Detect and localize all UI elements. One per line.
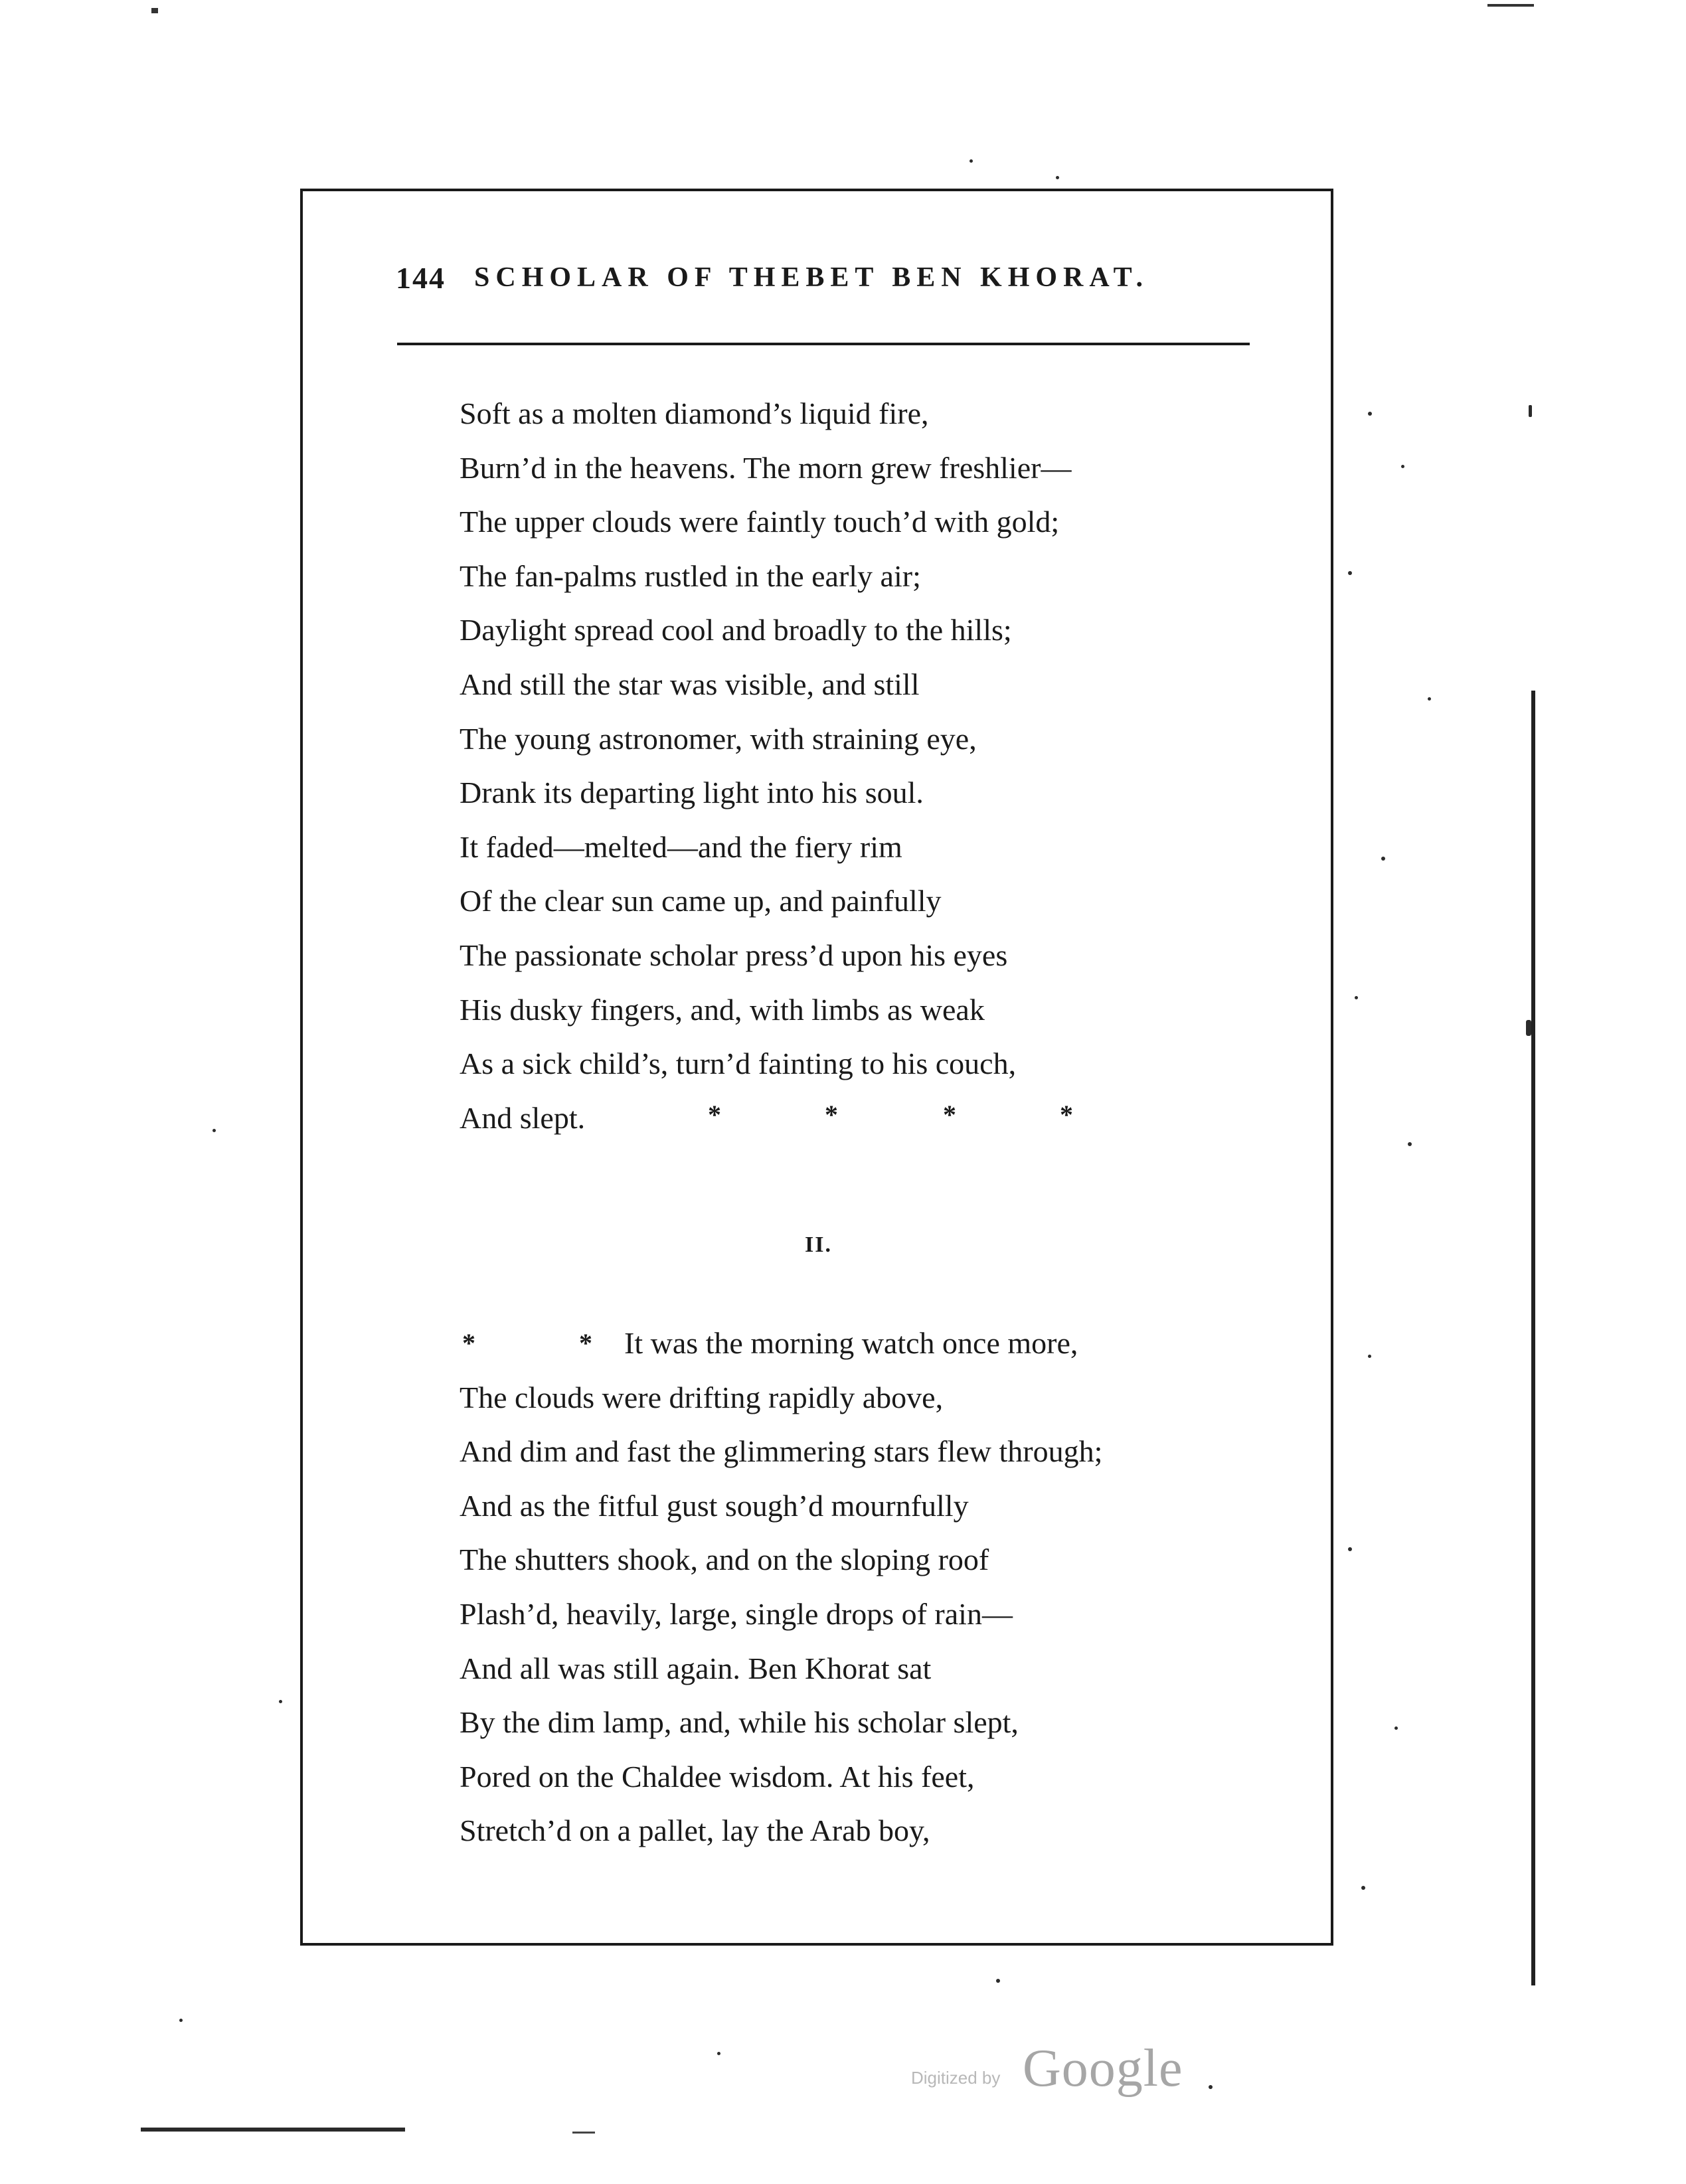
verse-line: Stretch’d on a pallet, lay the Arab boy,	[460, 1813, 930, 1848]
header-rule	[397, 343, 1250, 345]
verse-line: And dim and fast the glimmering stars flew through;	[460, 1434, 1103, 1469]
scan-speck	[1368, 412, 1372, 416]
page-header	[396, 260, 1259, 307]
scan-edge-line	[1531, 691, 1535, 1985]
section-numeral: II.	[805, 1232, 832, 1257]
section-break-asterisk: *	[943, 1100, 956, 1130]
scan-speck	[1355, 996, 1358, 999]
verse-line: And as the fitful gust sough’d mournfully	[460, 1488, 969, 1523]
digitized-watermark	[911, 2039, 1190, 2098]
verse-line: The shutters shook, and on the sloping roof	[460, 1543, 989, 1577]
section-break-asterisk: *	[825, 1100, 838, 1130]
poem-stanza-one	[460, 386, 1071, 1145]
scan-speck	[1381, 857, 1385, 861]
verse-line: It faded—melted—and the fiery rim	[460, 829, 902, 864]
scan-speck	[996, 1979, 1000, 1983]
scan-speck	[1368, 1355, 1371, 1358]
scan-corner-mark	[151, 8, 158, 13]
section-break-asterisk: *	[708, 1100, 721, 1130]
section-break-asterisk: *	[579, 1328, 592, 1358]
section-break-asterisk: *	[1060, 1100, 1073, 1130]
scan-speck	[1209, 2085, 1213, 2089]
verse-line: As a sick child’s, turn’d fainting to his couch,	[460, 1047, 1017, 1081]
verse-line: And still the star was visible, and still	[460, 667, 920, 701]
scan-speck	[279, 1700, 282, 1703]
verse-line: Daylight spread cool and broadly to the hills;	[460, 613, 1012, 647]
verse-line: By the dim lamp, and, while his scholar slept,	[460, 1705, 1019, 1740]
verse-line: The passionate scholar press’d upon his eyes	[460, 938, 1008, 972]
verse-line: The clouds were drifting rapidly above,	[460, 1380, 944, 1414]
verse-line: His dusky fingers, and, with limbs as weak	[460, 992, 985, 1027]
scan-speck	[1408, 1142, 1412, 1146]
verse-line: Plash’d, heavily, large, single drops of rain—	[460, 1596, 1013, 1631]
verse-line: Burn’d in the heavens. The morn grew freshlier—	[460, 450, 1072, 485]
verse-line: The fan-palms rustled in the early air;	[460, 558, 921, 593]
scan-speck	[1348, 1547, 1352, 1551]
section-break-asterisk: *	[462, 1328, 475, 1358]
verse-line: Soft as a molten diamond’s liquid fire,	[460, 396, 929, 430]
verse-line: Pored on the Chaldee wisdom. At his feet,	[460, 1759, 975, 1794]
scan-corner-mark	[1487, 4, 1534, 7]
scan-speck	[1526, 1020, 1531, 1036]
scan-speck	[1056, 176, 1059, 179]
verse-line: Drank its departing light into his soul.	[460, 776, 924, 810]
scan-speck	[1401, 465, 1404, 468]
verse-line: The young astronomer, with straining eye,	[460, 721, 977, 756]
scan-speck	[179, 2019, 183, 2022]
scan-footer-line	[141, 2128, 405, 2132]
verse-line: The upper clouds were faintly touch’d with gold;	[460, 505, 1060, 539]
scan-speck	[1394, 1726, 1398, 1730]
scan-speck	[717, 2052, 720, 2055]
poem-stanza-two	[460, 1316, 1102, 1858]
watermark-prefix: Digitized by	[911, 2068, 1001, 2088]
verse-line: And all was still again. Ben Khorat sat	[460, 1651, 932, 1685]
scan-speck	[1529, 405, 1532, 417]
verse-line: Of the clear sun came up, and painfully	[460, 884, 942, 918]
verse-line: And slept.	[460, 1100, 586, 1135]
verse-line: It was the morning watch once more,	[624, 1326, 1078, 1360]
scan-speck	[969, 159, 973, 163]
page-number: 144	[396, 261, 446, 295]
scan-speck	[212, 1129, 216, 1132]
google-logo: Google	[1023, 2039, 1183, 2098]
scan-speck	[1428, 697, 1431, 701]
running-head: SCHOLAR OF THEBET BEN KHORAT.	[474, 262, 1149, 293]
scan-speck	[1361, 1886, 1365, 1890]
scan-footer-dash	[572, 2132, 595, 2134]
scan-speck	[1348, 571, 1352, 575]
